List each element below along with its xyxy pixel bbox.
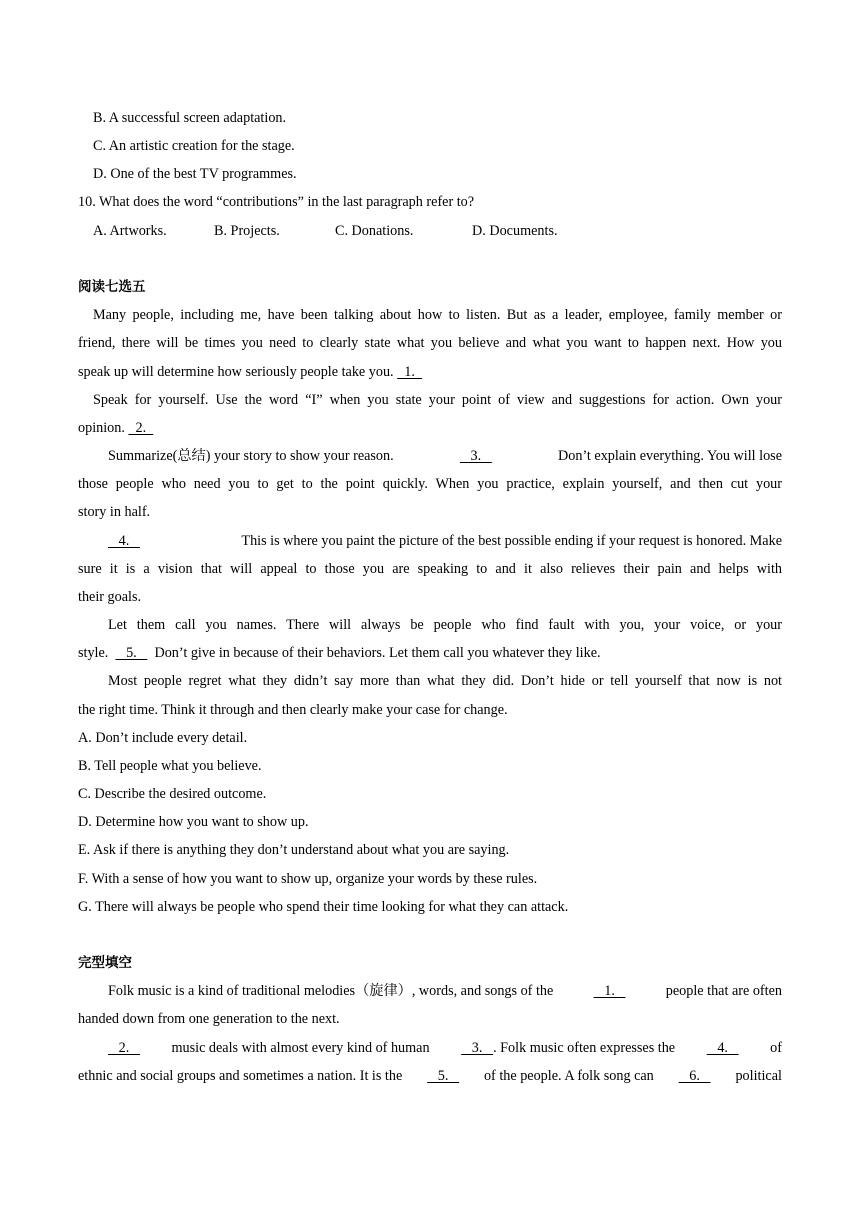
option-d-choice: D. Determine how you want to show up. [78, 814, 309, 830]
paragraph-1-line-1: Many people, including me, have been talking about how to listen. But as a leader, employee, family member or [93, 307, 782, 323]
option-c: C. An artistic creation for the stage. [93, 138, 295, 154]
paragraph-5-line-1: Let them call you names. There will always be people who find fault with you, your voice, or your [108, 617, 782, 633]
paragraph-3-line-2: those people who need you to get to the point quickly. When you practice, explain yourself, and then cut your [78, 476, 782, 492]
paragraph-1-text: speak up will determine how seriously people take you. [78, 364, 394, 380]
q10-option-a: A. Artworks. [93, 223, 167, 239]
cloze-paragraph-2-line-2 [78, 1066, 782, 1086]
cloze-blank-1: 1. [593, 983, 626, 999]
cloze-paragraph-1-line-1 [108, 981, 782, 1001]
section-heading-seven-choose-five: 阅读七选五 [78, 279, 146, 295]
paragraph-3-line-3: story in half. [78, 504, 151, 520]
q10-option-c: C. Donations. [335, 223, 414, 239]
paragraph-4-line-2: sure it is a vision that will appeal to those you are speaking to and it also relieves their pain and helps with [78, 561, 782, 577]
cloze-blank-3: 3. [461, 1040, 494, 1056]
cloze-blank-3-group [461, 1038, 675, 1058]
cloze-p2-text-3: of [770, 1040, 782, 1056]
paragraph-3-text-b: Don’t explain everything. You will lose [558, 448, 782, 464]
cloze-blank-5: 5. [427, 1068, 460, 1084]
option-d: D. One of the best TV programmes. [93, 166, 297, 182]
paragraph-4-line-1 [108, 531, 782, 551]
cloze-paragraph-2-line-1 [108, 1038, 782, 1058]
blank-1: 1. [397, 364, 422, 380]
q10-option-b: B. Projects. [214, 223, 280, 239]
q10-option-d: D. Documents. [472, 223, 558, 239]
cloze-blank-2: 2. [108, 1040, 140, 1056]
section-heading-cloze: 完型填空 [78, 955, 132, 971]
cloze-p2-text-2: . Folk music often expresses the [493, 1040, 676, 1056]
cloze-p2-text-6: political [735, 1068, 782, 1084]
paragraph-2-line-1: Speak for yourself. Use the word “I” when you state your point of view and suggestions for action. Own your [93, 392, 782, 408]
blank-4: 4. [108, 533, 140, 549]
question-10-options [93, 221, 797, 241]
cloze-p2-text-4: ethnic and social groups and sometimes a nation. It is the [78, 1068, 403, 1084]
option-b: B. A successful screen adaptation. [93, 110, 287, 126]
paragraph-4-line-3: their goals. [78, 589, 142, 605]
cloze-p1-text-a: Folk music is a kind of traditional melodies（旋律）, words, and songs of the [108, 983, 554, 999]
option-f-choice: F. With a sense of how you want to show up, organize your words by these rules. [78, 871, 538, 887]
cloze-blank-4: 4. [706, 1040, 739, 1056]
option-a: A. Don’t include every detail. [78, 730, 248, 746]
paragraph-4-text: This is where you paint the picture of the best possible ending if your request is honored. Make [241, 533, 782, 549]
paragraph-2-text: opinion. [78, 420, 125, 436]
option-b-choice: B. Tell people what you believe. [78, 758, 262, 774]
cloze-p2-text-5: of the people. A folk song can [483, 1068, 654, 1084]
cloze-paragraph-1-line-2: handed down from one generation to the next. [78, 1011, 340, 1027]
paragraph-5-text-b: Don’t give in because of their behaviors. Let them call you whatever they like. [154, 645, 601, 661]
paragraph-1-line-3 [78, 362, 782, 382]
paragraph-2-line-2 [78, 418, 782, 438]
blank-3: 3. [459, 448, 492, 464]
paragraph-5-line-2 [78, 643, 782, 663]
blank-2: 2. [128, 420, 154, 436]
cloze-p2-text-1: music deals with almost every kind of human [171, 1040, 430, 1056]
question-10-stem: 10. What does the word “contributions” in the last paragraph refer to? [78, 194, 475, 210]
blank-5: 5. [115, 645, 148, 661]
paragraph-3-text-a: Summarize(总结) your story to show your reason. [108, 448, 394, 464]
option-e-choice: E. Ask if there is anything they don’t understand about what you are saying. [78, 842, 510, 858]
paragraph-1-line-2: friend, there will be times you need to clearly state what you believe and what you want to happen next. How you [78, 335, 782, 351]
paragraph-6-line-1: Most people regret what they didn’t say more than what they did. Don’t hide or tell yourself that now is not [108, 673, 782, 689]
cloze-p1-text-b: people that are often [665, 983, 782, 999]
option-g-choice: G. There will always be people who spend their time looking for what they can attack. [78, 899, 569, 915]
cloze-blank-6: 6. [678, 1068, 711, 1084]
paragraph-3-line-1 [108, 446, 782, 466]
paragraph-5-text-a: style. [78, 645, 109, 661]
option-c-choice: C. Describe the desired outcome. [78, 786, 267, 802]
paragraph-6-line-2: the right time. Think it through and then clearly make your case for change. [78, 702, 508, 718]
